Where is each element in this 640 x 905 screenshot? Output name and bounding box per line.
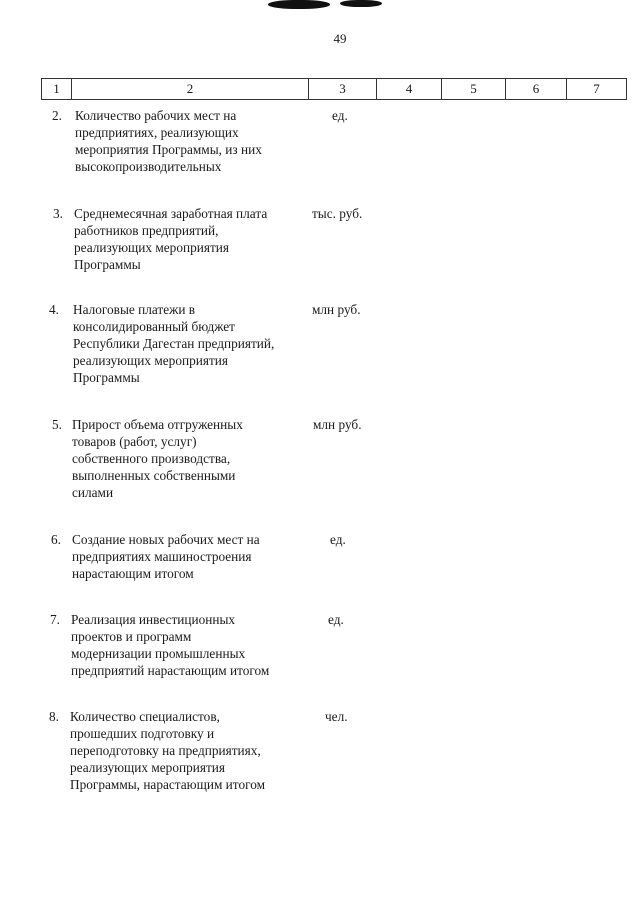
row-description-line: Реализация инвестиционных [71,612,236,627]
row-description-line: Количество рабочих мест на [75,108,237,123]
row-description-line: предприятиях, реализующих [75,125,239,140]
row-description-line: Количество специалистов, [70,709,220,724]
row-unit: тыс. руб. [312,206,363,221]
column-header-1: 1 [42,79,72,100]
row-description-line: реализующих мероприятия [70,760,226,775]
row-description-line: проектов и программ [71,629,192,644]
row-description-line: Налоговые платежи в [73,302,196,317]
row-description-line: реализующих мероприятия [74,240,230,255]
column-header-5: 5 [442,79,506,100]
row-description-line: реализующих мероприятия [73,353,229,368]
row-description [71,611,269,679]
row-description-line: выполненных собственными [72,468,236,483]
scan-artifact-left [268,0,330,9]
row-description-line: Прирост объема отгруженных [72,417,243,432]
row-description-line: нарастающим итогом [72,566,194,581]
row-description-line: Программы [74,257,141,272]
row-description-line: Программы, нарастающим итогом [70,777,266,792]
row-description-line: модернизации промышленных [71,646,246,661]
row-number: 7. [50,612,60,627]
row-description-line: Создание новых рабочих мест на [72,532,260,547]
row-number: 3. [53,206,63,221]
row-unit: млн руб. [312,302,361,317]
row-description [75,107,262,175]
row-description-line: товаров (работ, услуг) [72,434,197,449]
row-unit: чел. [325,709,348,724]
column-header-6: 6 [506,79,567,100]
row-description [72,531,260,582]
row-unit: млн руб. [313,417,362,432]
row-description-line: Среднемесячная заработная плата [74,206,268,221]
row-number: 8. [49,709,59,724]
row-description-line: силами [72,485,114,500]
row-description-line: мероприятия Программы, из них [75,142,262,157]
column-header-7: 7 [567,79,627,100]
row-description-line: Республики Дагестан предприятий, [73,336,275,351]
row-description [70,708,265,793]
row-description-line: консолидированный бюджет [73,319,235,334]
row-description-line: собственного производства, [72,451,231,466]
row-description-line: предприятиях машиностроения [72,549,252,564]
column-header-3: 3 [309,79,377,100]
row-description-line: переподготовку на предприятиях, [70,743,261,758]
column-header-2: 2 [72,79,309,100]
row-description [74,205,267,273]
row-unit: ед. [328,612,344,627]
row-number: 6. [51,532,61,547]
row-description-line: работников предприятий, [74,223,219,238]
row-number: 2. [52,108,62,123]
row-number: 4. [49,302,59,317]
row-number: 5. [52,417,62,432]
column-header-4: 4 [377,79,442,100]
row-description [73,301,274,386]
row-description [72,416,243,501]
row-description-line: предприятий нарастающим итогом [71,663,270,678]
column-header-row [42,79,627,100]
row-unit: ед. [332,108,348,123]
column-header-table [41,78,627,100]
row-description-line: Программы [73,370,140,385]
page-number: 49 [333,31,347,46]
row-description-line: прошедших подготовку и [70,726,215,741]
scan-artifact-right [340,0,382,7]
row-description-line: высокопроизводительных [75,159,222,174]
row-unit: ед. [330,532,346,547]
